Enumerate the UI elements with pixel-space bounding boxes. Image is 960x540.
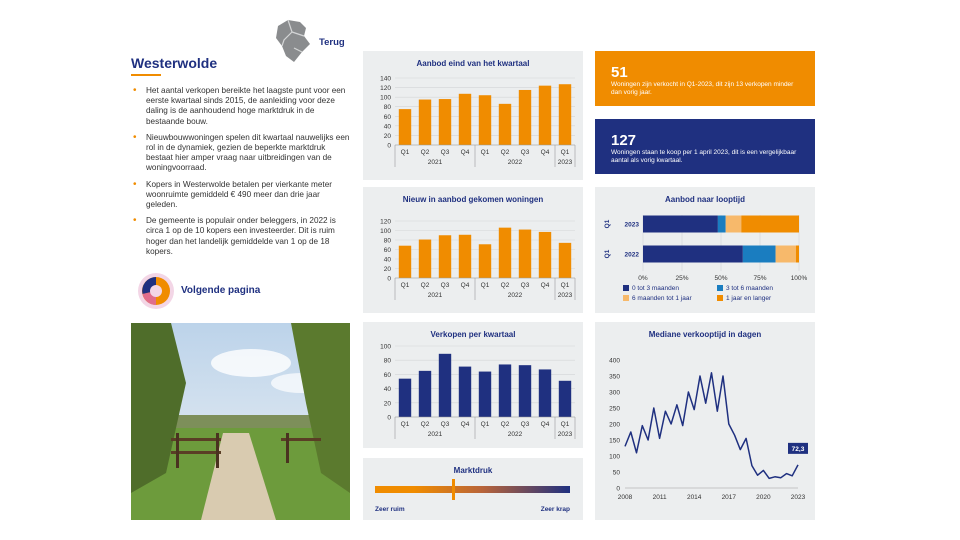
x-tick-label: 2023 [790,494,806,501]
x-tick-label: Q3 [520,282,530,289]
chart-panel-looptijd [595,187,815,313]
bullet-item: • Kopers in Westerwolde betalen per vierkante meter woonruimte gemiddeld € 490 meer dan drie jaar geleden. [131,180,353,211]
x-tick-label: Q4 [460,149,470,156]
stacked-segment [643,216,718,233]
x-tick-label: 2011 [652,494,667,501]
x-tick-label: Q3 [440,282,450,289]
x-tick-label: Q2 [420,421,430,428]
group-label: 2021 [427,292,443,299]
bar [479,244,491,278]
group-label: 2023 [557,292,573,299]
bar [399,109,411,145]
x-tick-label: Q4 [460,282,470,289]
y-tick-label: 200 [609,421,620,429]
y-tick-label: 80 [383,104,391,112]
chart-title: Nieuw in aanbod gekomen woningen [402,195,544,204]
marktdruk-title: Marktdruk [453,466,493,475]
donut-chart-icon [137,272,175,310]
group-label: 2023 [557,431,573,438]
x-tick-label: Q3 [520,149,530,156]
x-tick-label: 25% [675,275,689,282]
marktdruk-right-label: Zeer krap [540,506,570,513]
x-tick-label: Q1 [480,421,490,428]
chart-title: Aanbod naar looptijd [665,195,745,204]
bar-chart-verkopen [363,322,583,448]
y-tick-label: 20 [383,266,391,273]
y-tick-label: 140 [380,75,391,83]
x-tick-label: 50% [714,275,728,282]
stacked-segment [643,246,743,263]
y-tick-label: 40 [383,256,391,264]
bar [479,95,491,145]
bar [399,379,411,417]
kpi-supply [595,119,815,174]
x-tick-label: Q4 [460,421,470,428]
bar [519,365,531,417]
bar [419,240,431,278]
bullet-item: • De gemeente is populair onder beleggers, in 2022 is circa 1 op de 10 kopers een investeerder. Dit is ruim hoger dan het landelijk gemiddelde van 1 op de 18 kopers. [131,216,353,257]
group-label: 2021 [427,431,443,438]
x-tick-label: 2014 [686,494,702,501]
y-tick-label: 100 [380,94,391,102]
summary-bullets [131,86,353,263]
bar [419,371,431,417]
y-tick-label: 80 [383,237,391,245]
group-label: 2021 [427,159,443,166]
landscape-photo [131,323,350,520]
x-tick-label: Q2 [500,149,510,156]
x-tick-label: Q3 [520,421,530,428]
legend-label: 6 maanden tot 1 jaar [632,295,692,302]
marktdruk-left-label: Zeer ruim [375,506,405,513]
next-page-button[interactable] [137,272,277,310]
x-tick-label: Q1 [400,149,410,156]
x-tick-label: 75% [753,275,767,282]
y-tick-label: 100 [609,453,620,461]
y-tick-label: 50 [612,469,620,477]
legend-label: 3 tot 6 maanden [726,285,773,292]
x-tick-label: 2020 [756,494,771,501]
row-label: 2022 [624,251,639,259]
marktdruk-panel [363,458,583,520]
bar [419,100,431,145]
bar [399,246,411,278]
chart-panel-nieuw [363,187,583,313]
x-tick-label: Q3 [440,421,450,428]
x-tick-label: Q4 [540,282,550,289]
bar [459,94,471,145]
kpi-sales [595,51,815,106]
y-tick-label: 300 [609,389,620,397]
x-tick-label: Q2 [500,282,510,289]
back-link[interactable]: Terug [319,37,345,48]
group-label: 2022 [507,431,523,438]
bar [499,104,511,145]
legend-label: 1 jaar en langer [726,295,772,302]
x-tick-label: Q2 [500,421,510,428]
stacked-segment [796,246,799,263]
group-label: 2023 [557,159,573,166]
stacked-segment [776,246,796,263]
legend-swatch [623,295,629,301]
bar [439,235,451,278]
bar [559,381,571,417]
marktdruk-gradient-bar [375,486,570,493]
y-tick-label: 40 [383,123,391,131]
stacked-bar-chart-looptijd [595,187,815,313]
bullet-item: • Het aantal verkopen bereikte het laagste punt voor een eerste kwartaal sinds 2015, de aanleiding voor deze daling is de aanhoudend hoge marktdruk in de bestaande bouw. [131,86,353,127]
x-tick-label: Q1 [480,282,490,289]
series-line [625,373,798,479]
bar [499,364,511,417]
y-tick-label: 100 [380,228,391,235]
bullet-item: • Nieuwbouwwoningen spelen dit kwartaal nauwelijks een rol in de dynamiek, gezien de beperkte marktdruk bestaat hier amper vraag naar uitbreidingen van de woningvoorraad. [131,133,353,174]
bar [459,367,471,417]
line-chart-verkooptijd [595,322,815,520]
kpi-text: Woningen zijn verkocht in Q1-2023, dit zijn 13 verkopen minder dan vorig jaar. [611,81,794,96]
x-tick-label: 100% [790,275,808,282]
y-tick-label: 350 [609,373,620,381]
x-tick-label: Q1 [480,149,490,156]
x-tick-label: Q4 [540,421,550,428]
y-tick-label: 60 [383,371,391,379]
stacked-segment [743,246,776,263]
x-tick-label: Q2 [420,282,430,289]
chart-panel-verkooptijd [595,322,815,520]
y-tick-label: 100 [380,343,391,351]
y-tick-label: 20 [383,400,391,408]
legend-swatch [717,285,723,291]
y-tick-label: 20 [383,132,391,140]
title-underline [131,74,161,76]
y-tick-label: 120 [380,218,391,226]
y-tick-label: 0 [387,275,391,283]
kpi-text: Woningen staan te koop per 1 april 2023, dit is een vergelijkbaar aantal als vorig kwartaal. [611,149,797,164]
kpi-value: 51 [611,64,628,81]
bar-chart-nieuw [363,187,583,313]
bar [559,84,571,145]
x-tick-label: Q1 [560,282,570,289]
bar [479,372,491,417]
x-tick-label: Q1 [560,421,570,428]
y-tick-label: 250 [609,405,620,413]
y-tick-label: 60 [383,247,391,254]
row-prefix-label: Q1 [604,249,611,259]
chart-panel-verkopen [363,322,583,448]
y-tick-label: 0 [387,414,391,422]
x-tick-label: 2008 [617,494,633,501]
x-tick-label: 0% [638,275,648,282]
bar [559,243,571,278]
stacked-segment [741,216,799,233]
group-label: 2022 [507,159,523,166]
map-icon [272,18,318,64]
y-tick-label: 400 [609,357,620,365]
bar [499,228,511,278]
bar [539,232,551,278]
row-label: 2023 [624,221,639,229]
x-tick-label: Q2 [420,149,430,156]
legend-swatch [717,295,723,301]
x-tick-label: Q4 [540,149,550,156]
stacked-segment [718,216,726,233]
next-page-label: Volgende pagina [181,285,261,296]
row-prefix-label: Q1 [604,219,611,229]
bar [539,369,551,417]
chart-title: Verkopen per kwartaal [430,330,516,339]
y-tick-label: 60 [383,113,391,121]
x-tick-label: Q3 [440,149,450,156]
group-label: 2022 [507,292,523,299]
bar [519,230,531,278]
y-tick-label: 0 [387,142,391,150]
y-tick-label: 0 [616,485,620,493]
bar-chart-aanbod [363,51,583,180]
chart-title: Aanbod eind van het kwartaal [416,59,530,68]
y-tick-label: 150 [609,437,620,445]
chart-title: Mediane verkooptijd in dagen [648,330,762,339]
x-tick-label: 2017 [721,494,737,501]
kpi-value: 127 [611,132,637,149]
page-title: Westerwolde [131,55,218,71]
bar [519,90,531,145]
last-value-label: 72,3 [791,445,805,453]
y-tick-label: 80 [383,357,391,365]
legend-label: 0 tot 3 maanden [632,285,679,292]
y-tick-label: 40 [383,386,391,394]
legend-swatch [623,285,629,291]
x-tick-label: Q1 [560,149,570,156]
bar [439,99,451,145]
bar [459,235,471,278]
bar [539,86,551,145]
marktdruk-marker [452,479,455,500]
stacked-segment [726,216,742,233]
bar [439,354,451,417]
x-tick-label: Q1 [400,421,410,428]
y-tick-label: 120 [380,85,391,93]
chart-panel-aanbod [363,51,583,180]
x-tick-label: Q1 [400,282,410,289]
